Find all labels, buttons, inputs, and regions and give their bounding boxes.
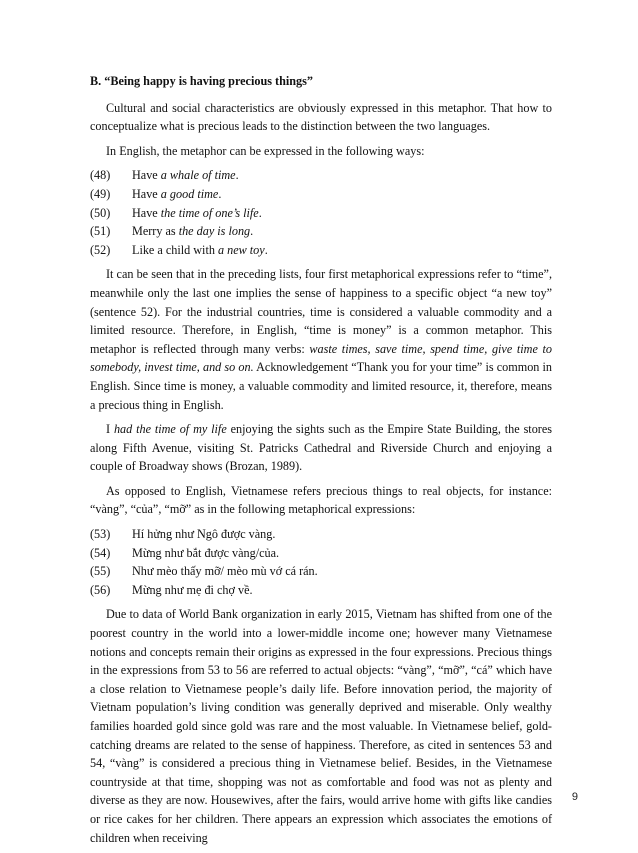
example-item <box>90 204 552 223</box>
example-punct: . <box>264 242 268 257</box>
example-number: (53) <box>90 527 111 542</box>
paragraph-quote-example <box>90 420 552 476</box>
example-number: (55) <box>90 564 111 579</box>
example-italic: a good time <box>160 186 219 201</box>
example-italic: a new toy <box>217 242 265 257</box>
example-number: (56) <box>90 582 111 597</box>
example-text: Merry as <box>132 224 179 239</box>
example-text: Like a child with <box>132 242 218 257</box>
example-number: (54) <box>90 545 111 560</box>
example-item <box>90 185 552 204</box>
paragraph-text: enjoying the sights such as the Empire State Building, the stores along Fifth Avenue, visiting St. Patricks Cathedral and Riverside Church and enjoying a couple of Broadway shows (Brozan, 1989). <box>90 422 552 474</box>
example-text: Mừng như mẹ đi chợ về. <box>132 582 253 597</box>
example-punct: . <box>218 186 222 201</box>
paragraph-english-intro: In English, the metaphor can be expressed in the following ways: <box>106 143 425 158</box>
example-item <box>90 544 552 563</box>
example-number: (52) <box>90 242 111 257</box>
example-item <box>90 581 552 600</box>
example-text: Mừng như bắt được vàng/của. <box>132 545 280 560</box>
page-content <box>90 72 552 853</box>
example-punct: . <box>258 205 262 220</box>
example-item <box>90 562 552 581</box>
paragraph-text: Acknowledgement “Thank you for your time” is common in English. Since time is money, a valuable commodity and limited resource, it, therefore, means a precious thing in English. <box>90 360 553 412</box>
verb-list-italic: waste times, save time, spend time, give time to somebody, invest time, and so on. <box>90 341 552 375</box>
example-text: Have <box>132 205 161 220</box>
example-number: (49) <box>90 186 111 201</box>
paragraph-vietnamese-intro: As opposed to English, Vietnamese refers precious things to real objects, for instance: “vàng”, “của”, “mỡ” as in the following metaphorical expressions: <box>90 483 552 517</box>
english-examples <box>90 166 552 259</box>
vietnamese-examples <box>90 525 552 599</box>
example-item <box>90 525 552 544</box>
example-italic: the time of one’s life <box>160 205 259 220</box>
example-text: Như mèo thấy mỡ/ mèo mù vớ cá rán. <box>132 564 318 579</box>
paragraph-vietnam-analysis: Due to data of World Bank organization in early 2015, Vietnam has shifted from one of the poorest country in the world into a lower-middle income one; however many Vietnamese notions and concepts remain their origins as expressed in the four expressions. Precious things in the expressions from 53 to 56 are referred to actual objects: “vàng”, “mỡ”, “cá” which have a close relation to Vietnamese people’s daily life. Before innovation period, the majority of Vietnam population’s living condition was generally deprived and miserable. Only wealthy families hoarded gold since gold was rare and the most valuable. In Vietnamese belief, gold-catching dreams are related to the sense of happiness. Therefore, as cited in sentences 53 and 54, “vàng” is considered a precious thing in Vietnamese belief. Besides, in the Vietnamese countryside at that time, shopping was not as comfortable and food was not as plenty and diverse as they are now. Housewives, after the fairs, would arrive home with gifts like candies or rice cakes for her children. There appears an expression which associates the emotions of children when receiving <box>90 607 552 845</box>
example-item <box>90 166 552 185</box>
paragraph-intro: Cultural and social characteristics are obviously expressed in this metaphor. That how to conceptualize what is precious leads to the distinction between the two languages. <box>90 100 552 134</box>
example-number: (48) <box>90 168 111 183</box>
section-heading: B. “Being happy is having precious things” <box>90 74 313 88</box>
example-punct: . <box>250 224 254 239</box>
example-text: Hí hửng như Ngô được vàng. <box>132 527 276 542</box>
paragraph-text: It can be seen that in the preceding lists, four first metaphorical expressions refer to “time”, meanwhile only the last one implies the sense of happiness to a specific object “a new toy” (sentence 52). For the industrial countries, time is considered a valuable commodity and a limited resource. Therefore, in English, “time is money” is a common metaphor. This metaphor is reflected through many verbs: <box>90 267 552 356</box>
paragraph-time-analysis <box>90 265 552 414</box>
example-italic: a whale of time <box>160 168 236 183</box>
example-number: (50) <box>90 205 111 220</box>
example-text: Have <box>132 168 161 183</box>
example-punct: . <box>235 168 239 183</box>
paragraph-text: I <box>106 422 114 437</box>
example-text: Have <box>132 186 161 201</box>
example-item <box>90 222 552 241</box>
example-italic: the day is long <box>178 224 251 239</box>
example-item <box>90 241 552 260</box>
example-number: (51) <box>90 224 111 239</box>
page-number: 9 <box>571 791 578 803</box>
quote-italic: had the time of my life <box>113 422 227 437</box>
